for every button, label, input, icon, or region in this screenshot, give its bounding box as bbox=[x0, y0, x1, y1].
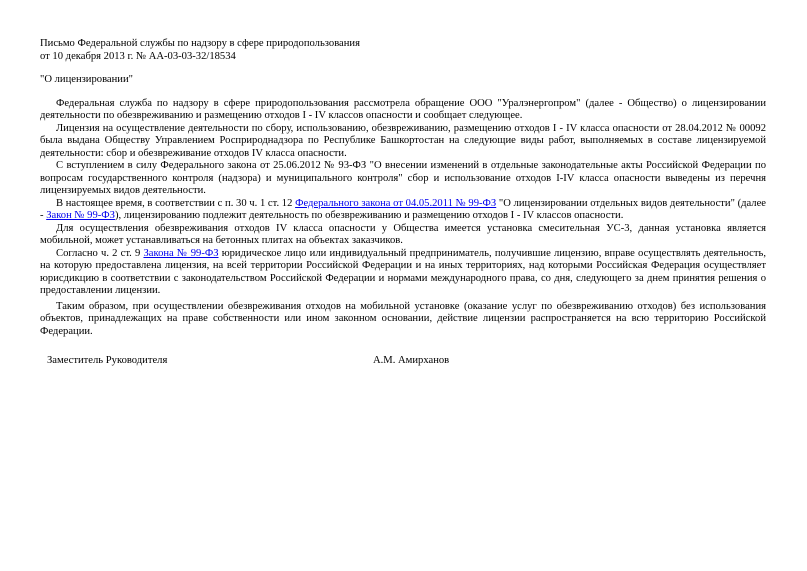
document bbox=[40, 38, 766, 369]
document-subject: "О лицензировании" bbox=[40, 74, 133, 85]
paragraph-4-text-c: ), лицензированию подлежит деятельность по обезвреживанию и размещению отходов I - IV классов опасности. bbox=[114, 210, 624, 221]
signature-block bbox=[40, 355, 766, 369]
paragraph-6 bbox=[40, 248, 766, 298]
paragraph-4-text-a: В настоящее время, в соответствии с п. 30 ч. 1 ст. 12 bbox=[56, 197, 296, 209]
signatory-title: Заместитель Руководителя bbox=[47, 355, 168, 366]
signatory-name: А.М. Амирханов bbox=[373, 355, 450, 366]
paragraph-1: Федеральная служба по надзору в сфере природопользования рассмотрела обращение ООО "Уралэнергопром" (далее - Общество) о лицензировании деятельности по обезвреживанию и размещению отходов I - IV классов опасности и сообщает следующее. bbox=[40, 97, 766, 121]
document-header-line-1: Письмо Федеральной службы по надзору в сфере природопользования bbox=[40, 38, 360, 49]
paragraph-2: Лицензия на осуществление деятельности по сбору, использованию, обезвреживанию, размещению отходов I - IV класса опасности от 28.04.2012 № 00092 была выдана Обществу Управлением Росприроднадзора по Республике Башкортостан на следующие виды работ, выполняемых в составе лицензируемой деятельности: сбор и обезвреживание отходов IV класса опасности. bbox=[40, 122, 766, 159]
paragraph-3: С вступлением в силу Федерального закона от 25.06.2012 № 93-ФЗ "О внесении изменений в отдельные законодательные акты Российской Федерации по вопросам государственного контроля (надзора) и муниципального контроля" сбор и использование отходов I-IV класса опасности выведены из перечня лицензируемых видов деятельности. bbox=[40, 160, 766, 196]
law-99fz-full-link[interactable]: Федерального закона от 04.05.2011 № 99-ФЗ bbox=[295, 197, 497, 209]
paragraph-4 bbox=[40, 198, 766, 223]
paragraph-5: Для осуществления обезвреживания отходов IV класса опасности у Общества имеется установка смесительная УС-3, данная установка является мобильной, может устанавливаться на бетонных плитах на объектах заказчиков. bbox=[40, 222, 766, 246]
paragraph-6-text-b: юридическое лицо или индивидуальный предприниматель, получившие лицензию, вправе осуществлять деятельность, на которую предоставлена лицензия, на всей территории Российской Федерации и на иных территориях, над которыми Российская Федерация осуществляет юрисдикцию в соответствии с законодательством Российской Федерации и нормами международного права, со дня, следующего за днем принятия решения о предоставлении лицензии. bbox=[40, 247, 766, 296]
document-body bbox=[40, 98, 766, 339]
law-99fz-article-link[interactable]: Закона № 99-ФЗ bbox=[143, 247, 219, 259]
paragraph-7: Таким образом, при осуществлении обезвреживания отходов на мобильной установке (оказание услуг по обезвреживанию отходов) без использования объектов, принадлежащих на праве собственности или ином законном основании, действие лицензии распространяется на всю территорию Российской Федерации. bbox=[40, 300, 766, 337]
paragraph-4-text-b: "О лицензировании отдельных видов деятельности" (далее - bbox=[40, 197, 766, 221]
paragraph-6-text-a: Согласно ч. 2 ст. 9 bbox=[56, 247, 144, 259]
law-99fz-short-link[interactable]: Закон № 99-ФЗ bbox=[46, 210, 115, 221]
document-header-line-2: от 10 декабря 2013 г. № АА-03-03-32/18534 bbox=[40, 50, 236, 62]
